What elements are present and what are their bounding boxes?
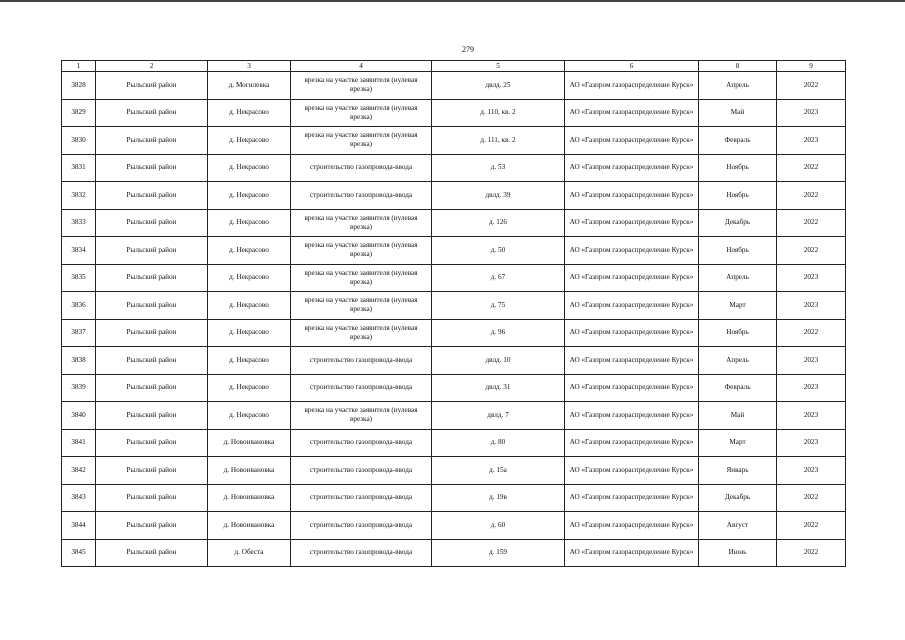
year-cell: 2023	[777, 402, 846, 430]
year-cell: 2022	[777, 209, 846, 237]
district-cell: Рыльский район	[96, 429, 208, 457]
locality-cell: д. Некрасово	[208, 292, 291, 320]
address-cell: двлд. 7	[432, 402, 565, 430]
work-type-cell: врезка на участке заявителя (нулевая врезка)	[291, 292, 432, 320]
locality-cell: д. Новоивановка	[208, 484, 291, 512]
table-row	[62, 292, 846, 320]
month-cell: Март	[699, 292, 777, 320]
organization-cell: АО «Газпром газораспределение Курск»	[565, 292, 699, 320]
year-cell: 2023	[777, 429, 846, 457]
row-number-cell: 3840	[62, 402, 96, 430]
year-cell: 2022	[777, 539, 846, 567]
address-cell: д. 96	[432, 319, 565, 347]
district-cell: Рыльский район	[96, 99, 208, 127]
district-cell: Рыльский район	[96, 264, 208, 292]
address-cell: д. 67	[432, 264, 565, 292]
table-row	[62, 182, 846, 210]
month-cell: Февраль	[699, 374, 777, 402]
month-cell: Апрель	[699, 72, 777, 100]
row-number-cell: 3842	[62, 457, 96, 485]
organization-cell: АО «Газпром газораспределение Курск»	[565, 72, 699, 100]
month-cell: Ноябрь	[699, 182, 777, 210]
locality-cell: д. Некрасово	[208, 402, 291, 430]
row-number-cell: 3829	[62, 99, 96, 127]
table-row	[62, 374, 846, 402]
table-row	[62, 99, 846, 127]
row-number-cell: 3844	[62, 512, 96, 540]
work-type-cell: строительство газопровода-ввода	[291, 347, 432, 375]
column-header: 6	[565, 61, 699, 72]
locality-cell: д. Могилевка	[208, 72, 291, 100]
month-cell: Июнь	[699, 539, 777, 567]
district-cell: Рыльский район	[96, 457, 208, 485]
year-cell: 2022	[777, 72, 846, 100]
row-number-cell: 3830	[62, 127, 96, 155]
organization-cell: АО «Газпром газораспределение Курск»	[565, 319, 699, 347]
month-cell: Май	[699, 99, 777, 127]
year-cell: 2023	[777, 264, 846, 292]
district-cell: Рыльский район	[96, 237, 208, 265]
table-row	[62, 457, 846, 485]
column-header: 3	[208, 61, 291, 72]
year-cell: 2022	[777, 512, 846, 540]
locality-cell: д. Некрасово	[208, 127, 291, 155]
work-type-cell: строительство газопровода-ввода	[291, 429, 432, 457]
work-type-cell: строительство газопровода-ввода	[291, 154, 432, 182]
work-type-cell: строительство газопровода-ввода	[291, 512, 432, 540]
column-number-header-row	[62, 61, 846, 72]
row-number-cell: 3833	[62, 209, 96, 237]
district-cell: Рыльский район	[96, 319, 208, 347]
address-cell: двлд. 25	[432, 72, 565, 100]
work-type-cell: врезка на участке заявителя (нулевая врезка)	[291, 264, 432, 292]
work-type-cell: строительство газопровода-ввода	[291, 539, 432, 567]
locality-cell: д. Новоивановка	[208, 457, 291, 485]
month-cell: Март	[699, 429, 777, 457]
district-cell: Рыльский район	[96, 374, 208, 402]
district-cell: Рыльский район	[96, 72, 208, 100]
year-cell: 2022	[777, 237, 846, 265]
year-cell: 2023	[777, 347, 846, 375]
organization-cell: АО «Газпром газораспределение Курск»	[565, 127, 699, 155]
district-cell: Рыльский район	[96, 182, 208, 210]
address-cell: д. 159	[432, 539, 565, 567]
locality-cell: д. Некрасово	[208, 209, 291, 237]
locality-cell: д. Некрасово	[208, 319, 291, 347]
scan-top-edge	[0, 0, 905, 2]
district-cell: Рыльский район	[96, 347, 208, 375]
column-header: 2	[96, 61, 208, 72]
address-cell: д. 80	[432, 429, 565, 457]
address-cell: д. 15а	[432, 457, 565, 485]
year-cell: 2022	[777, 319, 846, 347]
month-cell: Декабрь	[699, 209, 777, 237]
work-type-cell: строительство газопровода-ввода	[291, 484, 432, 512]
table-row	[62, 484, 846, 512]
column-header: 9	[777, 61, 846, 72]
row-number-cell: 3832	[62, 182, 96, 210]
column-header: 5	[432, 61, 565, 72]
column-header: 8	[699, 61, 777, 72]
locality-cell: д. Некрасово	[208, 374, 291, 402]
table-row	[62, 539, 846, 567]
address-cell: двлд. 10	[432, 347, 565, 375]
year-cell: 2023	[777, 292, 846, 320]
address-cell: д. 19в	[432, 484, 565, 512]
work-type-cell: врезка на участке заявителя (нулевая врезка)	[291, 127, 432, 155]
district-cell: Рыльский район	[96, 209, 208, 237]
address-cell: д. 75	[432, 292, 565, 320]
work-type-cell: врезка на участке заявителя (нулевая врезка)	[291, 319, 432, 347]
table-row	[62, 402, 846, 430]
row-number-cell: 3837	[62, 319, 96, 347]
organization-cell: АО «Газпром газораспределение Курск»	[565, 347, 699, 375]
year-cell: 2022	[777, 154, 846, 182]
organization-cell: АО «Газпром газораспределение Курск»	[565, 182, 699, 210]
district-cell: Рыльский район	[96, 154, 208, 182]
year-cell: 2022	[777, 182, 846, 210]
row-number-cell: 3835	[62, 264, 96, 292]
organization-cell: АО «Газпром газораспределение Курск»	[565, 209, 699, 237]
year-cell: 2023	[777, 457, 846, 485]
organization-cell: АО «Газпром газораспределение Курск»	[565, 512, 699, 540]
organization-cell: АО «Газпром газораспределение Курск»	[565, 154, 699, 182]
work-type-cell: врезка на участке заявителя (нулевая врезка)	[291, 237, 432, 265]
table-row	[62, 72, 846, 100]
organization-cell: АО «Газпром газораспределение Курск»	[565, 539, 699, 567]
table-row	[62, 237, 846, 265]
gasification-register-table	[61, 60, 846, 567]
table-row	[62, 209, 846, 237]
locality-cell: д. Новоивановка	[208, 429, 291, 457]
address-cell: д. 50	[432, 237, 565, 265]
row-number-cell: 3828	[62, 72, 96, 100]
district-cell: Рыльский район	[96, 512, 208, 540]
district-cell: Рыльский район	[96, 127, 208, 155]
organization-cell: АО «Газпром газораспределение Курск»	[565, 237, 699, 265]
work-type-cell: строительство газопровода-ввода	[291, 374, 432, 402]
organization-cell: АО «Газпром газораспределение Курск»	[565, 484, 699, 512]
row-number-cell: 3834	[62, 237, 96, 265]
year-cell: 2023	[777, 99, 846, 127]
organization-cell: АО «Газпром газораспределение Курск»	[565, 402, 699, 430]
address-cell: двлд. 39	[432, 182, 565, 210]
table-row	[62, 319, 846, 347]
row-number-cell: 3831	[62, 154, 96, 182]
row-number-cell: 3839	[62, 374, 96, 402]
locality-cell: д. Новоивановка	[208, 512, 291, 540]
row-number-cell: 3841	[62, 429, 96, 457]
address-cell: д. 53	[432, 154, 565, 182]
month-cell: Февраль	[699, 127, 777, 155]
locality-cell: д. Некрасово	[208, 154, 291, 182]
district-cell: Рыльский район	[96, 292, 208, 320]
work-type-cell: врезка на участке заявителя (нулевая врезка)	[291, 72, 432, 100]
page-number: 279	[462, 45, 474, 54]
row-number-cell: 3845	[62, 539, 96, 567]
year-cell: 2023	[777, 127, 846, 155]
organization-cell: АО «Газпром газораспределение Курск»	[565, 457, 699, 485]
month-cell: Ноябрь	[699, 154, 777, 182]
row-number-cell: 3836	[62, 292, 96, 320]
work-type-cell: врезка на участке заявителя (нулевая врезка)	[291, 99, 432, 127]
work-type-cell: строительство газопровода-ввода	[291, 457, 432, 485]
locality-cell: д. Некрасово	[208, 182, 291, 210]
address-cell: д. 111, кв. 2	[432, 127, 565, 155]
address-cell: д. 60	[432, 512, 565, 540]
table-row	[62, 429, 846, 457]
month-cell: Ноябрь	[699, 237, 777, 265]
work-type-cell: строительство газопровода-ввода	[291, 182, 432, 210]
district-cell: Рыльский район	[96, 484, 208, 512]
year-cell: 2023	[777, 374, 846, 402]
month-cell: Август	[699, 512, 777, 540]
locality-cell: д. Некрасово	[208, 99, 291, 127]
locality-cell: д. Некрасово	[208, 347, 291, 375]
column-header: 4	[291, 61, 432, 72]
district-cell: Рыльский район	[96, 539, 208, 567]
month-cell: Январь	[699, 457, 777, 485]
month-cell: Апрель	[699, 264, 777, 292]
table-row	[62, 512, 846, 540]
month-cell: Май	[699, 402, 777, 430]
table-row	[62, 264, 846, 292]
locality-cell: д. Некрасово	[208, 237, 291, 265]
address-cell: двлд. 31	[432, 374, 565, 402]
locality-cell: д. Обеста	[208, 539, 291, 567]
year-cell: 2022	[777, 484, 846, 512]
work-type-cell: врезка на участке заявителя (нулевая врезка)	[291, 209, 432, 237]
row-number-cell: 3838	[62, 347, 96, 375]
address-cell: д. 126	[432, 209, 565, 237]
address-cell: д. 110, кв. 2	[432, 99, 565, 127]
month-cell: Декабрь	[699, 484, 777, 512]
month-cell: Ноябрь	[699, 319, 777, 347]
row-number-cell: 3843	[62, 484, 96, 512]
locality-cell: д. Некрасово	[208, 264, 291, 292]
column-header: 1	[62, 61, 96, 72]
table-row	[62, 154, 846, 182]
organization-cell: АО «Газпром газораспределение Курск»	[565, 99, 699, 127]
table-row	[62, 127, 846, 155]
district-cell: Рыльский район	[96, 402, 208, 430]
work-type-cell: врезка на участке заявителя (нулевая врезка)	[291, 402, 432, 430]
month-cell: Апрель	[699, 347, 777, 375]
table-row	[62, 347, 846, 375]
organization-cell: АО «Газпром газораспределение Курск»	[565, 264, 699, 292]
organization-cell: АО «Газпром газораспределение Курск»	[565, 374, 699, 402]
organization-cell: АО «Газпром газораспределение Курск»	[565, 429, 699, 457]
